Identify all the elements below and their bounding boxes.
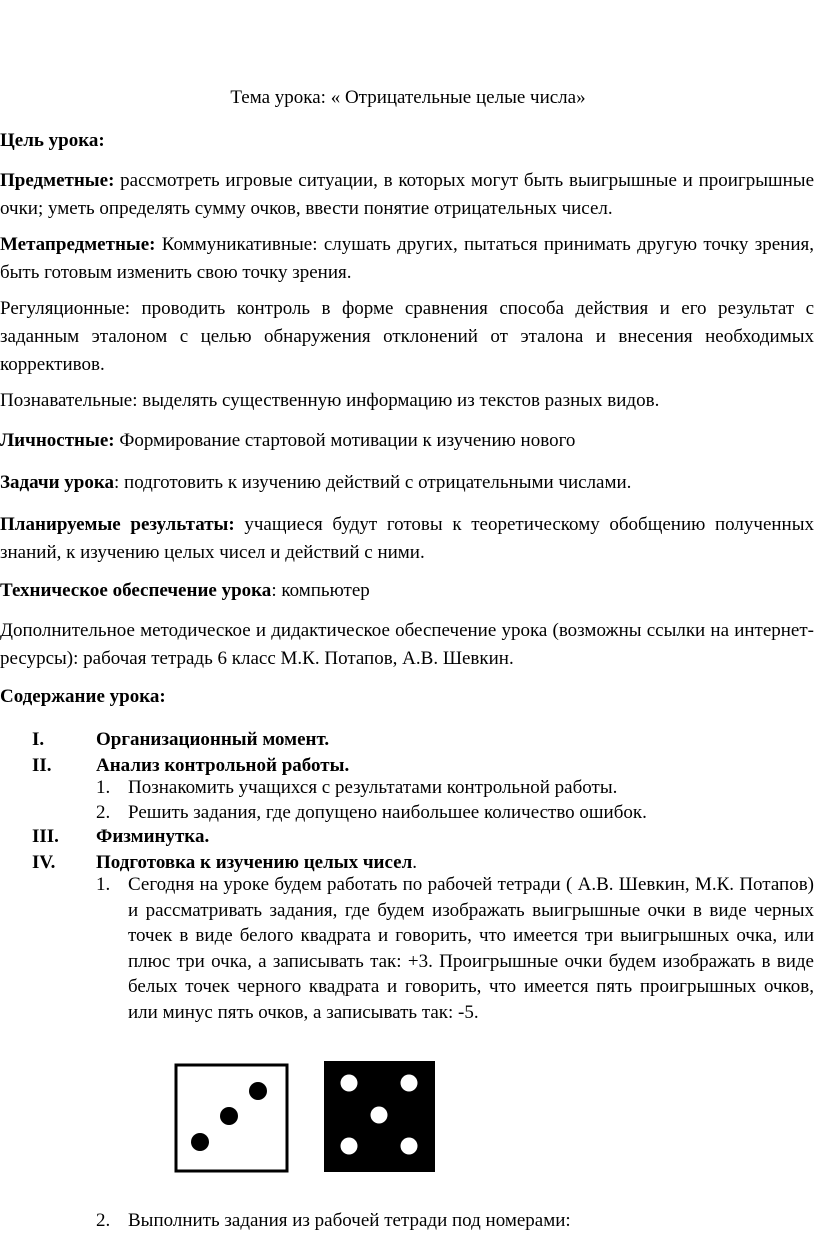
metasubject-label: Метапредметные:: [0, 234, 156, 255]
black-die-dot: [401, 1075, 418, 1092]
list-item: Выполнить задания из рабочей тетради под номерами:: [128, 1210, 571, 1231]
content-heading: Содержание урока:: [0, 686, 166, 707]
list-num: 2.: [96, 802, 111, 823]
planned-label: Планируемые результаты:: [0, 514, 235, 535]
metasubject-goals: [0, 231, 814, 287]
outline-tail: .: [412, 852, 418, 873]
regulatory-goals: Регуляционные: проводить контроль в форме сравнения способа действия и его результат с заданным эталоном с целью обнаружения отклонений от эталона и внесения необходимых коррективов.: [0, 298, 814, 375]
list-item: Познакомить учащихся с результатами контрольной работы.: [128, 777, 618, 798]
outline-num: I.: [32, 729, 45, 750]
technical-label: Техническое обеспечение урока: [0, 580, 272, 601]
lesson-title: Тема урока: « Отрицательные целые числа»: [230, 87, 586, 108]
technical-support: [0, 577, 814, 605]
list-num: 1.: [96, 777, 111, 798]
black-die: [324, 1061, 435, 1172]
list-item: Сегодня на уроке будем работать по рабочей тетради ( А.В. Шевкин, М.К. Потапов) и рассматривать задания, где будем изображать выигрышные очки в виде черных точек в виде белого квадрата и говорить, что имеется три выигрышных очка, или плюс три очка, а записывать так: +3. Проигрышные очки будем изображать в виде белых точек черного квадрата и говорить, что имеется пять проигрышных очков, или минус пять очков, а записывать так: -5.: [128, 874, 814, 1023]
white-die-dot: [220, 1107, 238, 1125]
black-die-dot: [401, 1138, 418, 1155]
subject-text: рассмотреть игровые ситуации, в которых могут быть выигрышные и проигрышные очки; уметь определять сумму очков, ввести понятие отрицательных чисел.: [0, 170, 814, 219]
technical-text: : компьютер: [271, 580, 370, 601]
outline-title: Организационный момент.: [96, 729, 330, 750]
tasks-label: Задачи урока: [0, 472, 115, 493]
outline-title: Анализ контрольной работы.: [96, 755, 350, 776]
subject-label: Предметные:: [0, 170, 115, 191]
subject-goals: [0, 167, 814, 223]
black-die-dot: [371, 1107, 388, 1124]
outline-title: Подготовка к изучению целых чисел: [96, 852, 413, 873]
personal-goals: [0, 427, 814, 455]
outline-num: III.: [32, 826, 59, 847]
lesson-tasks: [0, 469, 814, 497]
additional-support: Дополнительное методическое и дидактическое обеспечение урока (возможны ссылки на интернет-ресурсы): рабочая тетрадь 6 класс М.К. Потапов, А.В. Шевкин.: [0, 620, 814, 669]
white-die-dot: [191, 1133, 209, 1151]
outline-num: II.: [32, 755, 52, 776]
cognitive-goals: Познавательные: выделять существенную информацию из текстов разных видов.: [0, 390, 660, 411]
goal-heading: Цель урока:: [0, 130, 105, 151]
outline-title: Физминутка.: [96, 826, 210, 847]
white-die: [176, 1065, 287, 1171]
black-die-dot: [341, 1075, 358, 1092]
planned-text: учащиеся будут готовы к теоретическому обобщению полученных знаний, к изучению целых чисел и действий с ними.: [0, 514, 814, 563]
outline-num: IV.: [32, 852, 56, 873]
tasks-text: : подготовить к изучению действий с отрицательными числами.: [114, 472, 632, 493]
dice-illustration: [174, 1061, 444, 1179]
white-die-dot: [249, 1082, 267, 1100]
personal-label: Личностные:: [0, 430, 115, 451]
planned-results: [0, 511, 814, 567]
personal-text: Формирование стартовой мотивации к изучению нового: [114, 430, 576, 451]
list-item: Решить задания, где допущено наибольшее количество ошибок.: [128, 802, 647, 823]
metasubject-text: Коммуникативные: слушать других, пытаться принимать другую точку зрения, быть готовым изменить свою точку зрения.: [0, 234, 814, 283]
black-die-dot: [341, 1138, 358, 1155]
list-num: 1.: [96, 874, 111, 895]
list-num: 2.: [96, 1210, 111, 1231]
